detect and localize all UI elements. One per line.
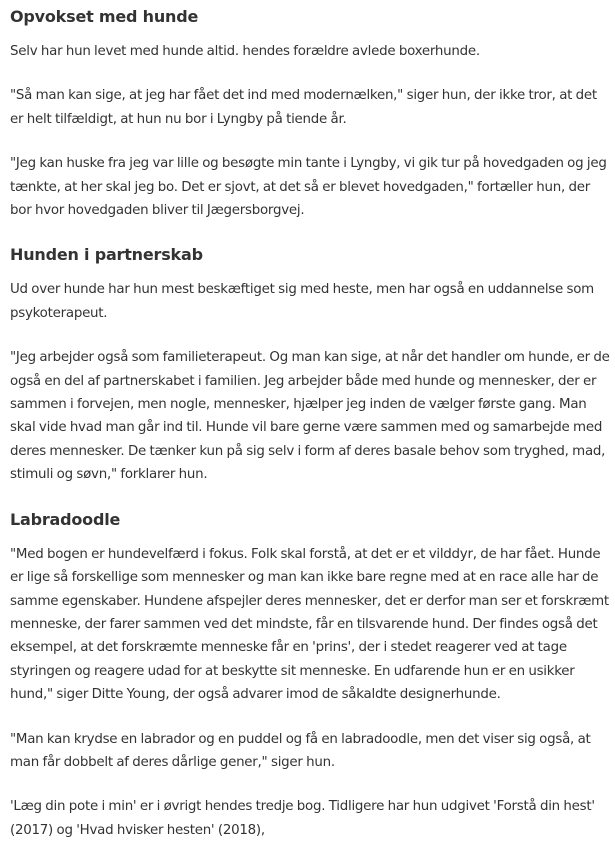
paragraph: Ud over hunde har hun mest beskæftiget sig med heste, men har også en uddannelse som psykoterapeut. [10, 282, 594, 321]
paragraph: "Man kan krydse en labrador og en puddel og få en labradoodle, men det viser sig også, at man får dobbelt af deres dårlige gener," siger hun. [10, 731, 591, 770]
section-heading: Labradoodle [10, 509, 121, 529]
paragraph: 'Læg din pote i min' er i øvrigt hendes tredje bog. Tidligere har hun udgivet 'Forstå din hest' (2017) og 'Hvad hvisker hesten' (2018), [10, 799, 595, 838]
paragraph: Selv har hun levet med hunde altid. hendes forældre avlede boxerhunde. [10, 44, 480, 59]
section-heading: Opvokset med hunde [10, 7, 199, 26]
paragraph: "Så man kan sige, at jeg har fået det ind med modernælken," siger hun, der ikke tror, at det er helt tilfældigt, at hun nu bor i Lyngby på tiende år. [10, 88, 597, 127]
paragraph: "Jeg kan huske fra jeg var lille og besøgte min tante i Lyngby, vi gik tur på hovedgaden og jeg tænkte, at her skal jeg bo. Det er sjovt, at det så er blevet hovedgaden," fortæller hun, der bor hvor hovedgaden bliver til Jægersborgvej. [10, 156, 607, 219]
article-body [10, 4, 613, 842]
paragraph: "Jeg arbejder også som familieterapeut. Og man kan sige, at når det handler om hunde, er de også en del af partnerskabet i familien. Jeg arbejder både med hunde og mennesker, der er sammen i forvejen, men nogle, mennesker, hjælper jeg inden de vælger første gang. Man skal vide hvad man går ind til. Hunde vil bare gerne være sammen med og samarbejde med deres mennesker. De tænker kun på sig selv i form af deres basale behov som tryghed, mad, stimuli og søvn," forklarer hun. [10, 350, 610, 483]
section-heading: Hunden i partnerskab [10, 245, 203, 265]
paragraph: "Med bogen er hundevelfærd i fokus. Folk skal forstå, at det er et vilddyr, de har fået. Hunde er lige så forskellige som mennesker og man kan ikke bare regne med at en race alle har de samme egenskaber. Hundene afspejler deres mennesker, det er derfor man ser et forskræmt menneske, der farer sammen ved det mindste, får en tilsvarende hund. Der findes også det eksempel, at det forskræmte menneske får en 'prins', der i stedet reagerer ved at tage styringen og reagere udad for at beskytte sit menneske. En udfarende hun er en usikker hund," siger Ditte Young, der også advarer imod de såkaldte designerhunde. [10, 546, 609, 703]
